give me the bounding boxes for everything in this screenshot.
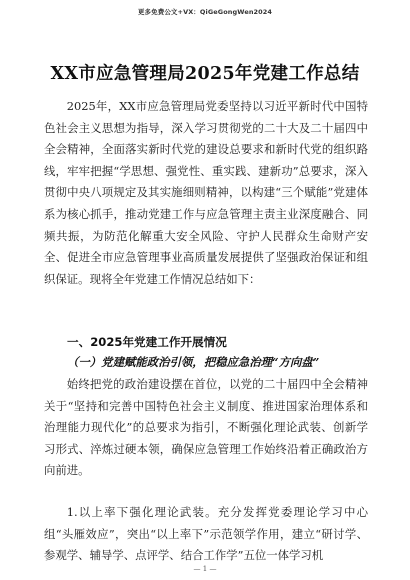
- page-number: — 1 —: [193, 565, 217, 573]
- intro-paragraph: 2025年，XX市应急管理局党委坚持以习近平新时代中国特色社会主义思想为指导，深入学习贯彻党的二十大及二十届四中全会精神，全面落实新时代党的建设总要求和新时代党的组织路线，牢牢把握“学思想、强党性、重实践、建新功”总要求，深入贯彻中央八项规定及其实施细则精神，以构建“三个赋能”党建体系为核心抓手，推动党建工作与应急管理主责主业深度融合、同频共振，为防范化解重大安全风险、守护人民群众生命财产安全、促进全市应急管理事业高质量发展提供了坚强政治保证和组织保证。现将全年党建工作情况总结如下：: [44, 99, 368, 286]
- document-title: XX市应急管理局2025年党建工作总结: [50, 64, 360, 84]
- body-paragraph: 1.以上率下强化理论武装。充分发挥党委理论学习中心组“头雁效应”，突出“以上率下”示范领学作用，建立“研讨学、参观学、辅导学、点评学、结合工作学”五位一体学习机: [44, 505, 368, 563]
- header-watermark: 更多免费公文+VX：QiGeGongWen2024: [137, 8, 273, 16]
- section-heading: 一、2025年党建工作开展情况: [67, 335, 227, 349]
- body-paragraph: 始终把党的政治建设摆在首位，以党的二十届四中全会精神关于“坚持和完善中国特色社会主义制度、推进国家治理体系和治理能力现代化”的总要求为指引，不断强化理论武装、创新学习形式、淬炼过硬本领，确保应急管理工作始终沿着正确政治方向前进。: [44, 377, 368, 478]
- subsection-heading: （一）党建赋能政治引领，把稳应急治理“方向盘”: [67, 355, 320, 369]
